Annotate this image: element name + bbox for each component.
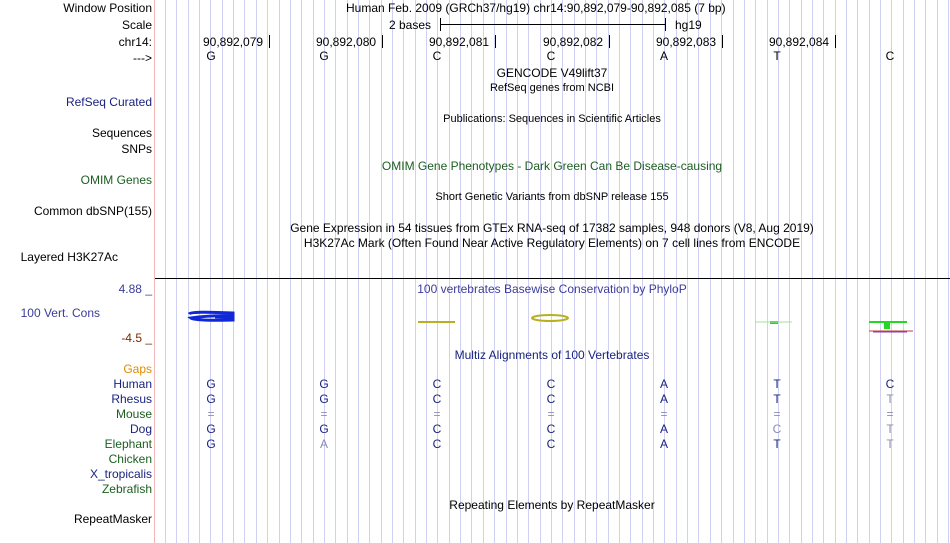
track-desc-phylop: 100 vertebrates Basewise Conservation by PhyloP: [417, 282, 687, 296]
base-cell: T: [773, 437, 781, 451]
base-cell: A: [659, 392, 668, 406]
track-label-conservation[interactable]: 100 Vert. Cons: [20, 306, 100, 320]
guide-line: [176, 0, 177, 543]
base-cell: A: [659, 437, 668, 451]
base-cell: G: [319, 49, 329, 63]
guide-line: [687, 0, 688, 543]
guide-line: [290, 0, 291, 543]
track-label-refseq[interactable]: RefSeq Curated: [65, 95, 152, 109]
ruler-position: 90,892,079: [203, 35, 264, 49]
species-label-dog[interactable]: Dog: [129, 422, 152, 436]
scale-db-label: hg19: [675, 18, 702, 32]
guide-line: [903, 0, 904, 543]
phylop-bar: [755, 321, 792, 324]
guide-line: [301, 0, 302, 543]
base-cell: C: [432, 49, 442, 63]
guide-line: [812, 0, 813, 543]
base-cell: C: [546, 422, 556, 436]
guide-line: [880, 0, 881, 543]
base-cell: =: [433, 407, 441, 421]
phylop-bar: [869, 322, 913, 332]
ruler-tick: [495, 35, 496, 48]
guide-line: [188, 0, 189, 543]
ruler-tick: [609, 35, 610, 48]
base-cell: A: [319, 437, 328, 451]
species-label-rhesus[interactable]: Rhesus: [111, 392, 152, 406]
track-desc-dbsnp: Short Genetic Variants from dbSNP release 155: [435, 191, 669, 203]
phylop-conservation-graph[interactable]: [155, 300, 950, 340]
guide-line: [381, 0, 382, 543]
guide-line: [914, 0, 915, 543]
guide-line: [233, 0, 234, 543]
track-desc-gtex: Gene Expression in 54 tissues from GTEx RNA-seq of 17382 samples, 948 donors (V8, Aug 2019): [290, 221, 814, 235]
base-cell: A: [659, 377, 668, 391]
window-position-label: Window Position: [63, 1, 152, 15]
guide-line: [403, 0, 404, 543]
guide-line: [891, 0, 892, 543]
ruler-position: 90,892,081: [429, 35, 490, 49]
track-label-column: [0, 0, 155, 543]
base-cell: C: [432, 437, 442, 451]
track-title-gencode[interactable]: GENCODE V49lift37: [496, 66, 608, 80]
ruler-tick: [722, 35, 723, 48]
guide-line: [948, 0, 949, 543]
base-cell: C: [546, 377, 556, 391]
guide-line: [165, 0, 166, 543]
base-cell: G: [206, 437, 216, 451]
guide-line: [369, 0, 370, 543]
guide-line: [426, 0, 427, 543]
ruler-position: 90,892,084: [769, 35, 830, 49]
phylop-max-label: 4.88 _: [118, 282, 152, 296]
base-cell: T: [773, 392, 781, 406]
guide-line: [630, 0, 631, 543]
base-cell: G: [319, 377, 329, 391]
guide-line: [801, 0, 802, 543]
guide-line: [835, 0, 836, 543]
guide-line: [653, 0, 654, 543]
guide-line: [279, 0, 280, 543]
guide-line: [358, 0, 359, 543]
base-cell: =: [660, 407, 668, 421]
guide-line: [664, 0, 665, 543]
guide-line: [267, 0, 268, 543]
track-desc-refseq: RefSeq genes from NCBI: [489, 82, 615, 94]
track-label-layered[interactable]: Layered H3K27Ac: [20, 250, 118, 264]
ruler-tick: [382, 35, 383, 48]
guide-line: [313, 0, 314, 543]
guide-line: [347, 0, 348, 543]
base-cell: C: [432, 392, 442, 406]
scale-bar-label: 2 bases: [389, 18, 432, 32]
species-label-xtropicalis[interactable]: X_tropicalis: [89, 467, 152, 481]
guide-line: [721, 0, 722, 543]
guide-line: [846, 0, 847, 543]
base-cell: G: [206, 377, 216, 391]
guide-line: [199, 0, 200, 543]
base-cell: =: [547, 407, 555, 421]
guide-line: [823, 0, 824, 543]
guide-line: [335, 0, 336, 543]
track-label-omim[interactable]: OMIM Genes: [80, 173, 152, 187]
species-label-chicken[interactable]: Chicken: [108, 452, 152, 466]
track-desc-repeatmasker: Repeating Elements by RepeatMasker: [449, 498, 655, 512]
scale-bar: [440, 24, 666, 25]
base-cell: G: [206, 392, 216, 406]
guide-line: [937, 0, 938, 543]
guide-line: [857, 0, 858, 543]
base-cell: A: [659, 422, 668, 436]
base-cell: C: [772, 422, 782, 436]
base-cell: G: [206, 422, 216, 436]
species-label-mouse[interactable]: Mouse: [115, 407, 152, 421]
ruler-tick: [269, 35, 270, 48]
base-cell: =: [886, 407, 894, 421]
guide-line: [710, 0, 711, 543]
ruler-position: 90,892,083: [656, 35, 717, 49]
base-cell: C: [432, 377, 442, 391]
guide-line: [642, 0, 643, 543]
base-cell: A: [659, 49, 668, 63]
guide-line: [755, 0, 756, 543]
guide-line: [778, 0, 779, 543]
guide-line: [619, 0, 620, 543]
strand-label[interactable]: --->: [133, 51, 152, 65]
species-label-elephant[interactable]: Elephant: [104, 437, 152, 451]
base-cell: G: [206, 49, 216, 63]
window-position-text: Human Feb. 2009 (GRCh37/hg19) chr14:90,892,079-90,892,085 (7 bp): [346, 1, 726, 15]
track-label-repeatmasker[interactable]: RepeatMasker: [73, 512, 152, 526]
base-cell: T: [886, 392, 894, 406]
track-label-snps[interactable]: SNPs: [121, 142, 152, 156]
base-cell: G: [319, 422, 329, 436]
track-desc-multiz: Multiz Alignments of 100 Vertebrates: [454, 348, 650, 362]
guide-line: [392, 0, 393, 543]
guide-line: [869, 0, 870, 543]
base-cell: G: [319, 392, 329, 406]
base-cell: C: [546, 49, 556, 63]
base-cell: T: [773, 377, 781, 391]
guide-line: [244, 0, 245, 543]
scale-label: Scale: [121, 18, 152, 32]
guide-line: [415, 0, 416, 543]
guide-line: [744, 0, 745, 543]
track-label-dbsnp[interactable]: Common dbSNP(155): [33, 204, 152, 218]
phylop-bar: [532, 315, 568, 321]
base-cell: =: [320, 407, 328, 421]
species-label-gaps[interactable]: Gaps: [123, 362, 152, 376]
guide-line: [256, 0, 257, 543]
guide-line: [698, 0, 699, 543]
base-cell: =: [207, 407, 215, 421]
base-cell: C: [546, 437, 556, 451]
species-label-zebrafish[interactable]: Zebrafish: [101, 482, 152, 496]
ruler-position: 90,892,082: [543, 35, 604, 49]
guide-line: [449, 0, 450, 543]
guide-line: [222, 0, 223, 543]
guide-line: [460, 0, 461, 543]
track-separator: [155, 278, 950, 279]
base-cell: C: [885, 377, 895, 391]
base-cell: T: [773, 49, 781, 63]
guide-line: [767, 0, 768, 543]
guide-line: [210, 0, 211, 543]
guide-line: [437, 0, 438, 543]
guide-line: [324, 0, 325, 543]
phylop-min-label: -4.5 _: [121, 331, 152, 345]
ruler-position: 90,892,080: [316, 35, 377, 49]
base-cell: C: [885, 49, 895, 63]
track-desc-h3k27ac: H3K27Ac Mark (Often Found Near Active Regulatory Elements) on 7 cell lines from ENCODE: [303, 236, 801, 250]
scale-bar-right-tick: [665, 18, 666, 31]
base-cell: T: [886, 437, 894, 451]
base-cell: C: [432, 422, 442, 436]
track-desc-publications: Publications: Sequences in Scientific Articles: [443, 113, 661, 125]
guide-line: [925, 0, 926, 543]
track-desc-omim: OMIM Gene Phenotypes - Dark Green Can Be Disease-causing: [381, 159, 723, 173]
base-cell: T: [886, 422, 894, 436]
scale-bar-left-tick: [440, 18, 441, 31]
track-label-sequences[interactable]: Sequences: [91, 126, 152, 140]
guide-line: [483, 0, 484, 543]
guide-line: [733, 0, 734, 543]
guide-line: [676, 0, 677, 543]
chrom-label: chr14:: [118, 35, 152, 49]
base-cell: =: [773, 407, 781, 421]
guide-line: [789, 0, 790, 543]
species-label-human[interactable]: Human: [113, 377, 152, 391]
base-cell: C: [546, 392, 556, 406]
phylop-bar: [189, 312, 233, 320]
guide-line: [471, 0, 472, 543]
ruler-tick: [835, 35, 836, 48]
